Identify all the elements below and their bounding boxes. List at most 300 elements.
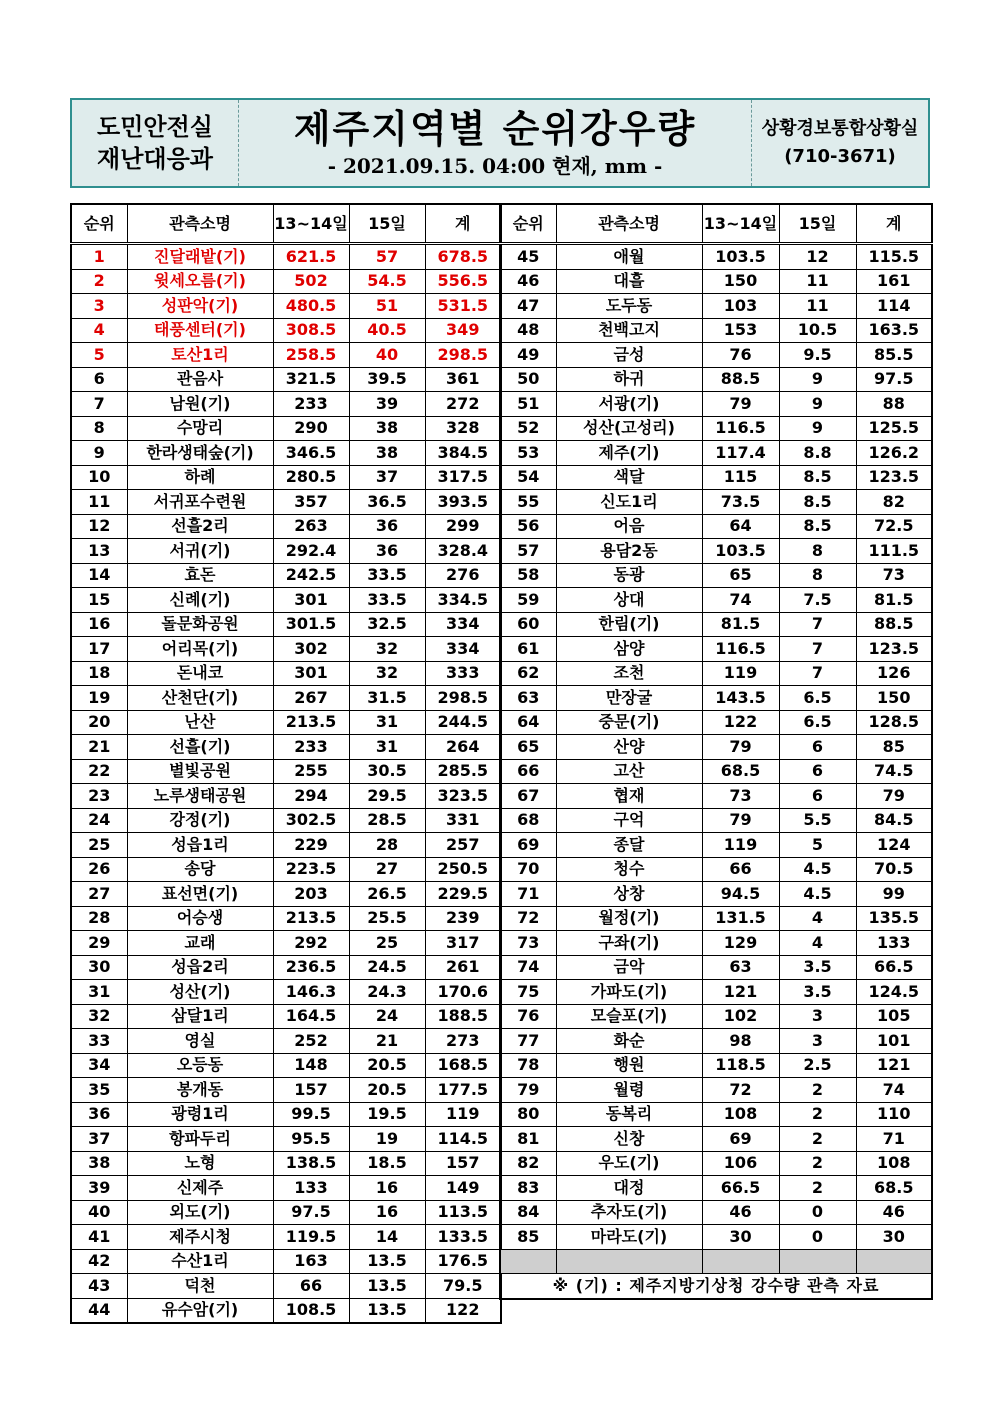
cell-13-14: 99.5 — [273, 1102, 349, 1127]
empty-cell — [556, 1249, 702, 1274]
cell-total: 177.5 — [425, 1078, 501, 1103]
cell-total: 298.5 — [425, 343, 501, 368]
table-row — [71, 416, 501, 441]
cell-total: 74 — [856, 1078, 932, 1103]
cell-15: 8.5 — [779, 465, 856, 490]
table-row — [500, 318, 932, 343]
cell-total: 168.5 — [425, 1053, 501, 1078]
cell-13-14: 357 — [273, 490, 349, 515]
cell-rank: 56 — [500, 514, 556, 539]
cell-total: 88 — [856, 392, 932, 417]
table-row — [71, 833, 501, 858]
table-row — [71, 1029, 501, 1054]
cell-rank: 82 — [500, 1151, 556, 1176]
table-row — [71, 392, 501, 417]
cell-13-14: 233 — [273, 735, 349, 760]
empty-cell — [856, 1249, 932, 1274]
table-row — [500, 612, 932, 637]
cell-13-14: 133 — [273, 1176, 349, 1201]
cell-13-14: 115 — [702, 465, 779, 490]
cell-total: 163.5 — [856, 318, 932, 343]
col-rank: 순위 — [500, 204, 556, 244]
table-row — [500, 661, 932, 686]
cell-rank: 55 — [500, 490, 556, 515]
cell-rank: 37 — [71, 1127, 127, 1152]
cell-13-14: 119.5 — [273, 1225, 349, 1250]
cell-total: 88.5 — [856, 612, 932, 637]
table-row — [500, 637, 932, 662]
cell-13-14: 236.5 — [273, 955, 349, 980]
cell-13-14: 117.4 — [702, 441, 779, 466]
cell-station: 구좌(기) — [556, 931, 702, 956]
cell-13-14: 122 — [702, 710, 779, 735]
cell-15: 5 — [779, 833, 856, 858]
cell-rank: 85 — [500, 1225, 556, 1250]
table-row — [500, 367, 932, 392]
cell-station: 제주(기) — [556, 441, 702, 466]
cell-15: 7.5 — [779, 588, 856, 613]
table-row — [500, 392, 932, 417]
cell-rank: 57 — [500, 539, 556, 564]
cell-total: 114 — [856, 294, 932, 319]
cell-station: 신창 — [556, 1127, 702, 1152]
cell-15: 33.5 — [349, 588, 425, 613]
col-13-14: 13~14일 — [273, 204, 349, 244]
cell-15: 6 — [779, 759, 856, 784]
cell-rank: 31 — [71, 980, 127, 1005]
cell-13-14: 229 — [273, 833, 349, 858]
table-row — [500, 857, 932, 882]
table-row — [71, 735, 501, 760]
cell-rank: 17 — [71, 637, 127, 662]
cell-15: 12 — [779, 244, 856, 270]
cell-station: 행원 — [556, 1053, 702, 1078]
cell-station: 대흘 — [556, 269, 702, 294]
cell-13-14: 233 — [273, 392, 349, 417]
cell-station: 금악 — [556, 955, 702, 980]
cell-15: 19 — [349, 1127, 425, 1152]
table-row — [71, 1298, 501, 1323]
cell-15: 40 — [349, 343, 425, 368]
cell-rank: 12 — [71, 514, 127, 539]
cell-station: 제주시청 — [127, 1225, 273, 1250]
cell-15: 13.5 — [349, 1249, 425, 1274]
cell-13-14: 301 — [273, 588, 349, 613]
cell-total: 126.2 — [856, 441, 932, 466]
cell-rank: 47 — [500, 294, 556, 319]
cell-station: 동복리 — [556, 1102, 702, 1127]
table-row — [500, 539, 932, 564]
cell-station: 교래 — [127, 931, 273, 956]
cell-rank: 29 — [71, 931, 127, 956]
cell-rank: 80 — [500, 1102, 556, 1127]
table-row — [500, 588, 932, 613]
report-header — [70, 98, 930, 188]
cell-13-14: 290 — [273, 416, 349, 441]
cell-13-14: 153 — [702, 318, 779, 343]
cell-rank: 71 — [500, 882, 556, 907]
cell-total: 81.5 — [856, 588, 932, 613]
cell-station: 돌문화공원 — [127, 612, 273, 637]
cell-station: 협재 — [556, 784, 702, 809]
cell-13-14: 66 — [273, 1274, 349, 1299]
cell-station: 추자도(기) — [556, 1200, 702, 1225]
cell-total: 115.5 — [856, 244, 932, 270]
cell-15: 8.5 — [779, 514, 856, 539]
cell-station: 모슬포(기) — [556, 1004, 702, 1029]
cell-total: 349 — [425, 318, 501, 343]
table-row — [500, 906, 932, 931]
table-row — [500, 563, 932, 588]
cell-total: 328 — [425, 416, 501, 441]
cell-13-14: 103.5 — [702, 244, 779, 270]
table-row — [71, 1004, 501, 1029]
cell-rank: 58 — [500, 563, 556, 588]
cell-station: 화순 — [556, 1029, 702, 1054]
cell-station: 산천단(기) — [127, 686, 273, 711]
cell-15: 28 — [349, 833, 425, 858]
table-row — [500, 931, 932, 956]
cell-rank: 64 — [500, 710, 556, 735]
cell-13-14: 223.5 — [273, 857, 349, 882]
cell-rank: 50 — [500, 367, 556, 392]
cell-station: 윗세오름(기) — [127, 269, 273, 294]
cell-15: 10.5 — [779, 318, 856, 343]
table-row — [500, 441, 932, 466]
cell-15: 4.5 — [779, 857, 856, 882]
cell-total: 133 — [856, 931, 932, 956]
cell-rank: 74 — [500, 955, 556, 980]
col-total: 계 — [856, 204, 932, 244]
cell-station: 신도1리 — [556, 490, 702, 515]
cell-13-14: 81.5 — [702, 612, 779, 637]
cell-total: 334 — [425, 637, 501, 662]
cell-total: 79.5 — [425, 1274, 501, 1299]
cell-total: 261 — [425, 955, 501, 980]
table-row — [71, 686, 501, 711]
cell-total: 257 — [425, 833, 501, 858]
cell-station: 성산(고성리) — [556, 416, 702, 441]
cell-15: 24 — [349, 1004, 425, 1029]
cell-station: 서귀(기) — [127, 539, 273, 564]
cell-station: 표선면(기) — [127, 882, 273, 907]
cell-15: 8 — [779, 563, 856, 588]
cell-station: 용담2동 — [556, 539, 702, 564]
cell-15: 20.5 — [349, 1053, 425, 1078]
cell-rank: 38 — [71, 1151, 127, 1176]
cell-total: 150 — [856, 686, 932, 711]
table-row — [71, 882, 501, 907]
cell-total: 105 — [856, 1004, 932, 1029]
cell-13-14: 69 — [702, 1127, 779, 1152]
cell-rank: 49 — [500, 343, 556, 368]
cell-station: 한라생태숲(기) — [127, 441, 273, 466]
cell-13-14: 73.5 — [702, 490, 779, 515]
cell-15: 3 — [779, 1004, 856, 1029]
cell-15: 11 — [779, 294, 856, 319]
cell-15: 4 — [779, 906, 856, 931]
cell-15: 54.5 — [349, 269, 425, 294]
table-row — [71, 588, 501, 613]
cell-total: 188.5 — [425, 1004, 501, 1029]
cell-total: 239 — [425, 906, 501, 931]
table-row — [71, 539, 501, 564]
table-row — [500, 710, 932, 735]
cell-rank: 27 — [71, 882, 127, 907]
cell-total: 46 — [856, 1200, 932, 1225]
cell-rank: 59 — [500, 588, 556, 613]
report-title: 제주지역별 순위강우량 — [293, 107, 697, 151]
cell-total: 128.5 — [856, 710, 932, 735]
table-row — [71, 784, 501, 809]
cell-total: 276 — [425, 563, 501, 588]
table-header-row — [71, 204, 501, 244]
table-row — [500, 465, 932, 490]
cell-total: 299 — [425, 514, 501, 539]
table-row — [71, 661, 501, 686]
cell-total: 126 — [856, 661, 932, 686]
table-row — [500, 1053, 932, 1078]
title-box — [239, 100, 752, 186]
cell-station: 덕천 — [127, 1274, 273, 1299]
cell-rank: 23 — [71, 784, 127, 809]
cell-13-14: 203 — [273, 882, 349, 907]
cell-13-14: 79 — [702, 735, 779, 760]
cell-13-14: 258.5 — [273, 343, 349, 368]
cell-total: 157 — [425, 1151, 501, 1176]
cell-total: 113.5 — [425, 1200, 501, 1225]
cell-13-14: 213.5 — [273, 906, 349, 931]
cell-13-14: 98 — [702, 1029, 779, 1054]
cell-13-14: 129 — [702, 931, 779, 956]
cell-total: 79 — [856, 784, 932, 809]
cell-13-14: 148 — [273, 1053, 349, 1078]
cell-13-14: 116.5 — [702, 637, 779, 662]
cell-total: 334.5 — [425, 588, 501, 613]
cell-13-14: 138.5 — [273, 1151, 349, 1176]
cell-rank: 3 — [71, 294, 127, 319]
cell-15: 9 — [779, 367, 856, 392]
table-row — [71, 441, 501, 466]
cell-station: 어리목(기) — [127, 637, 273, 662]
table-row — [71, 244, 501, 270]
col-15: 15일 — [349, 204, 425, 244]
cell-station: 난산 — [127, 710, 273, 735]
table-row — [500, 1200, 932, 1225]
cell-15: 9 — [779, 416, 856, 441]
cell-13-14: 150 — [702, 269, 779, 294]
cell-15: 2 — [779, 1176, 856, 1201]
cell-total: 121 — [856, 1053, 932, 1078]
table-row — [500, 1078, 932, 1103]
rainfall-table-left — [70, 203, 502, 1324]
table-row — [500, 1225, 932, 1250]
cell-rank: 16 — [71, 612, 127, 637]
cell-total: 298.5 — [425, 686, 501, 711]
cell-rank: 62 — [500, 661, 556, 686]
cell-rank: 4 — [71, 318, 127, 343]
cell-total: 176.5 — [425, 1249, 501, 1274]
cell-total: 108 — [856, 1151, 932, 1176]
cell-15: 24.5 — [349, 955, 425, 980]
empty-cell — [702, 1249, 779, 1274]
table-row — [71, 710, 501, 735]
cell-rank: 45 — [500, 244, 556, 270]
table-row — [71, 759, 501, 784]
cell-total: 361 — [425, 367, 501, 392]
cell-15: 27 — [349, 857, 425, 882]
cell-13-14: 294 — [273, 784, 349, 809]
cell-station: 노루생태공원 — [127, 784, 273, 809]
table-row — [500, 1176, 932, 1201]
cell-station: 어음 — [556, 514, 702, 539]
col-station: 관측소명 — [127, 204, 273, 244]
cell-station: 상대 — [556, 588, 702, 613]
cell-total: 85.5 — [856, 343, 932, 368]
table-row — [500, 980, 932, 1005]
cell-total: 68.5 — [856, 1176, 932, 1201]
cell-total: 170.6 — [425, 980, 501, 1005]
cell-13-14: 119 — [702, 661, 779, 686]
cell-15: 14 — [349, 1225, 425, 1250]
cell-rank: 66 — [500, 759, 556, 784]
cell-total: 82 — [856, 490, 932, 515]
cell-13-14: 302 — [273, 637, 349, 662]
cell-15: 13.5 — [349, 1298, 425, 1323]
cell-13-14: 116.5 — [702, 416, 779, 441]
table-row — [71, 490, 501, 515]
table-row — [500, 955, 932, 980]
table-row — [71, 637, 501, 662]
cell-15: 2 — [779, 1127, 856, 1152]
cell-station: 우도(기) — [556, 1151, 702, 1176]
cell-13-14: 121 — [702, 980, 779, 1005]
table-row — [500, 1151, 932, 1176]
col-station: 관측소명 — [556, 204, 702, 244]
cell-total: 73 — [856, 563, 932, 588]
cell-rank: 83 — [500, 1176, 556, 1201]
cell-15: 26.5 — [349, 882, 425, 907]
cell-total: 149 — [425, 1176, 501, 1201]
table-row — [71, 343, 501, 368]
cell-total: 285.5 — [425, 759, 501, 784]
cell-rank: 30 — [71, 955, 127, 980]
cell-rank: 28 — [71, 906, 127, 931]
cell-rank: 69 — [500, 833, 556, 858]
cell-15: 29.5 — [349, 784, 425, 809]
cell-15: 19.5 — [349, 1102, 425, 1127]
cell-station: 토산1리 — [127, 343, 273, 368]
cell-station: 천백고지 — [556, 318, 702, 343]
cell-total: 71 — [856, 1127, 932, 1152]
table-row — [71, 1151, 501, 1176]
cell-rank: 35 — [71, 1078, 127, 1103]
cell-station: 산양 — [556, 735, 702, 760]
cell-13-14: 502 — [273, 269, 349, 294]
cell-total: 272 — [425, 392, 501, 417]
cell-total: 123.5 — [856, 465, 932, 490]
cell-13-14: 94.5 — [702, 882, 779, 907]
cell-15: 32 — [349, 661, 425, 686]
table-row — [500, 343, 932, 368]
table-row — [71, 931, 501, 956]
cell-13-14: 263 — [273, 514, 349, 539]
cell-station: 서귀포수련원 — [127, 490, 273, 515]
cell-rank: 54 — [500, 465, 556, 490]
cell-station: 효돈 — [127, 563, 273, 588]
cell-13-14: 79 — [702, 392, 779, 417]
table-row — [500, 269, 932, 294]
cell-15: 3 — [779, 1029, 856, 1054]
table-row — [71, 1176, 501, 1201]
cell-rank: 8 — [71, 416, 127, 441]
cell-15: 2 — [779, 1078, 856, 1103]
cell-total: 114.5 — [425, 1127, 501, 1152]
cell-total: 101 — [856, 1029, 932, 1054]
cell-15: 51 — [349, 294, 425, 319]
cell-rank: 75 — [500, 980, 556, 1005]
cell-rank: 52 — [500, 416, 556, 441]
cell-station: 봉개동 — [127, 1078, 273, 1103]
cell-15: 36 — [349, 539, 425, 564]
table-row — [71, 612, 501, 637]
cell-rank: 24 — [71, 808, 127, 833]
cell-13-14: 480.5 — [273, 294, 349, 319]
cell-13-14: 292.4 — [273, 539, 349, 564]
table-row — [500, 759, 932, 784]
cell-13-14: 108 — [702, 1102, 779, 1127]
cell-rank: 34 — [71, 1053, 127, 1078]
cell-station: 고산 — [556, 759, 702, 784]
cell-rank: 65 — [500, 735, 556, 760]
cell-15: 0 — [779, 1225, 856, 1250]
cell-rank: 6 — [71, 367, 127, 392]
cell-15: 8.8 — [779, 441, 856, 466]
office-phone: (710-3671) — [784, 146, 896, 167]
cell-rank: 51 — [500, 392, 556, 417]
cell-rank: 26 — [71, 857, 127, 882]
table-row — [500, 1004, 932, 1029]
cell-13-14: 301 — [273, 661, 349, 686]
cell-15: 2 — [779, 1151, 856, 1176]
cell-rank: 14 — [71, 563, 127, 588]
cell-station: 청수 — [556, 857, 702, 882]
cell-total: 531.5 — [425, 294, 501, 319]
cell-total: 135.5 — [856, 906, 932, 931]
cell-station: 송당 — [127, 857, 273, 882]
cell-total: 317.5 — [425, 465, 501, 490]
cell-15: 25 — [349, 931, 425, 956]
cell-13-14: 68.5 — [702, 759, 779, 784]
cell-rank: 11 — [71, 490, 127, 515]
cell-15: 6.5 — [779, 686, 856, 711]
rainfall-table-right — [499, 203, 933, 1300]
cell-station: 노형 — [127, 1151, 273, 1176]
cell-rank: 78 — [500, 1053, 556, 1078]
cell-rank: 61 — [500, 637, 556, 662]
cell-station: 선흘2리 — [127, 514, 273, 539]
table-row — [500, 1102, 932, 1127]
cell-total: 123.5 — [856, 637, 932, 662]
cell-station: 금성 — [556, 343, 702, 368]
table-row — [71, 1225, 501, 1250]
cell-rank: 84 — [500, 1200, 556, 1225]
cell-13-14: 76 — [702, 343, 779, 368]
department-box — [72, 100, 239, 186]
cell-13-14: 103.5 — [702, 539, 779, 564]
cell-station: 조천 — [556, 661, 702, 686]
cell-rank: 33 — [71, 1029, 127, 1054]
